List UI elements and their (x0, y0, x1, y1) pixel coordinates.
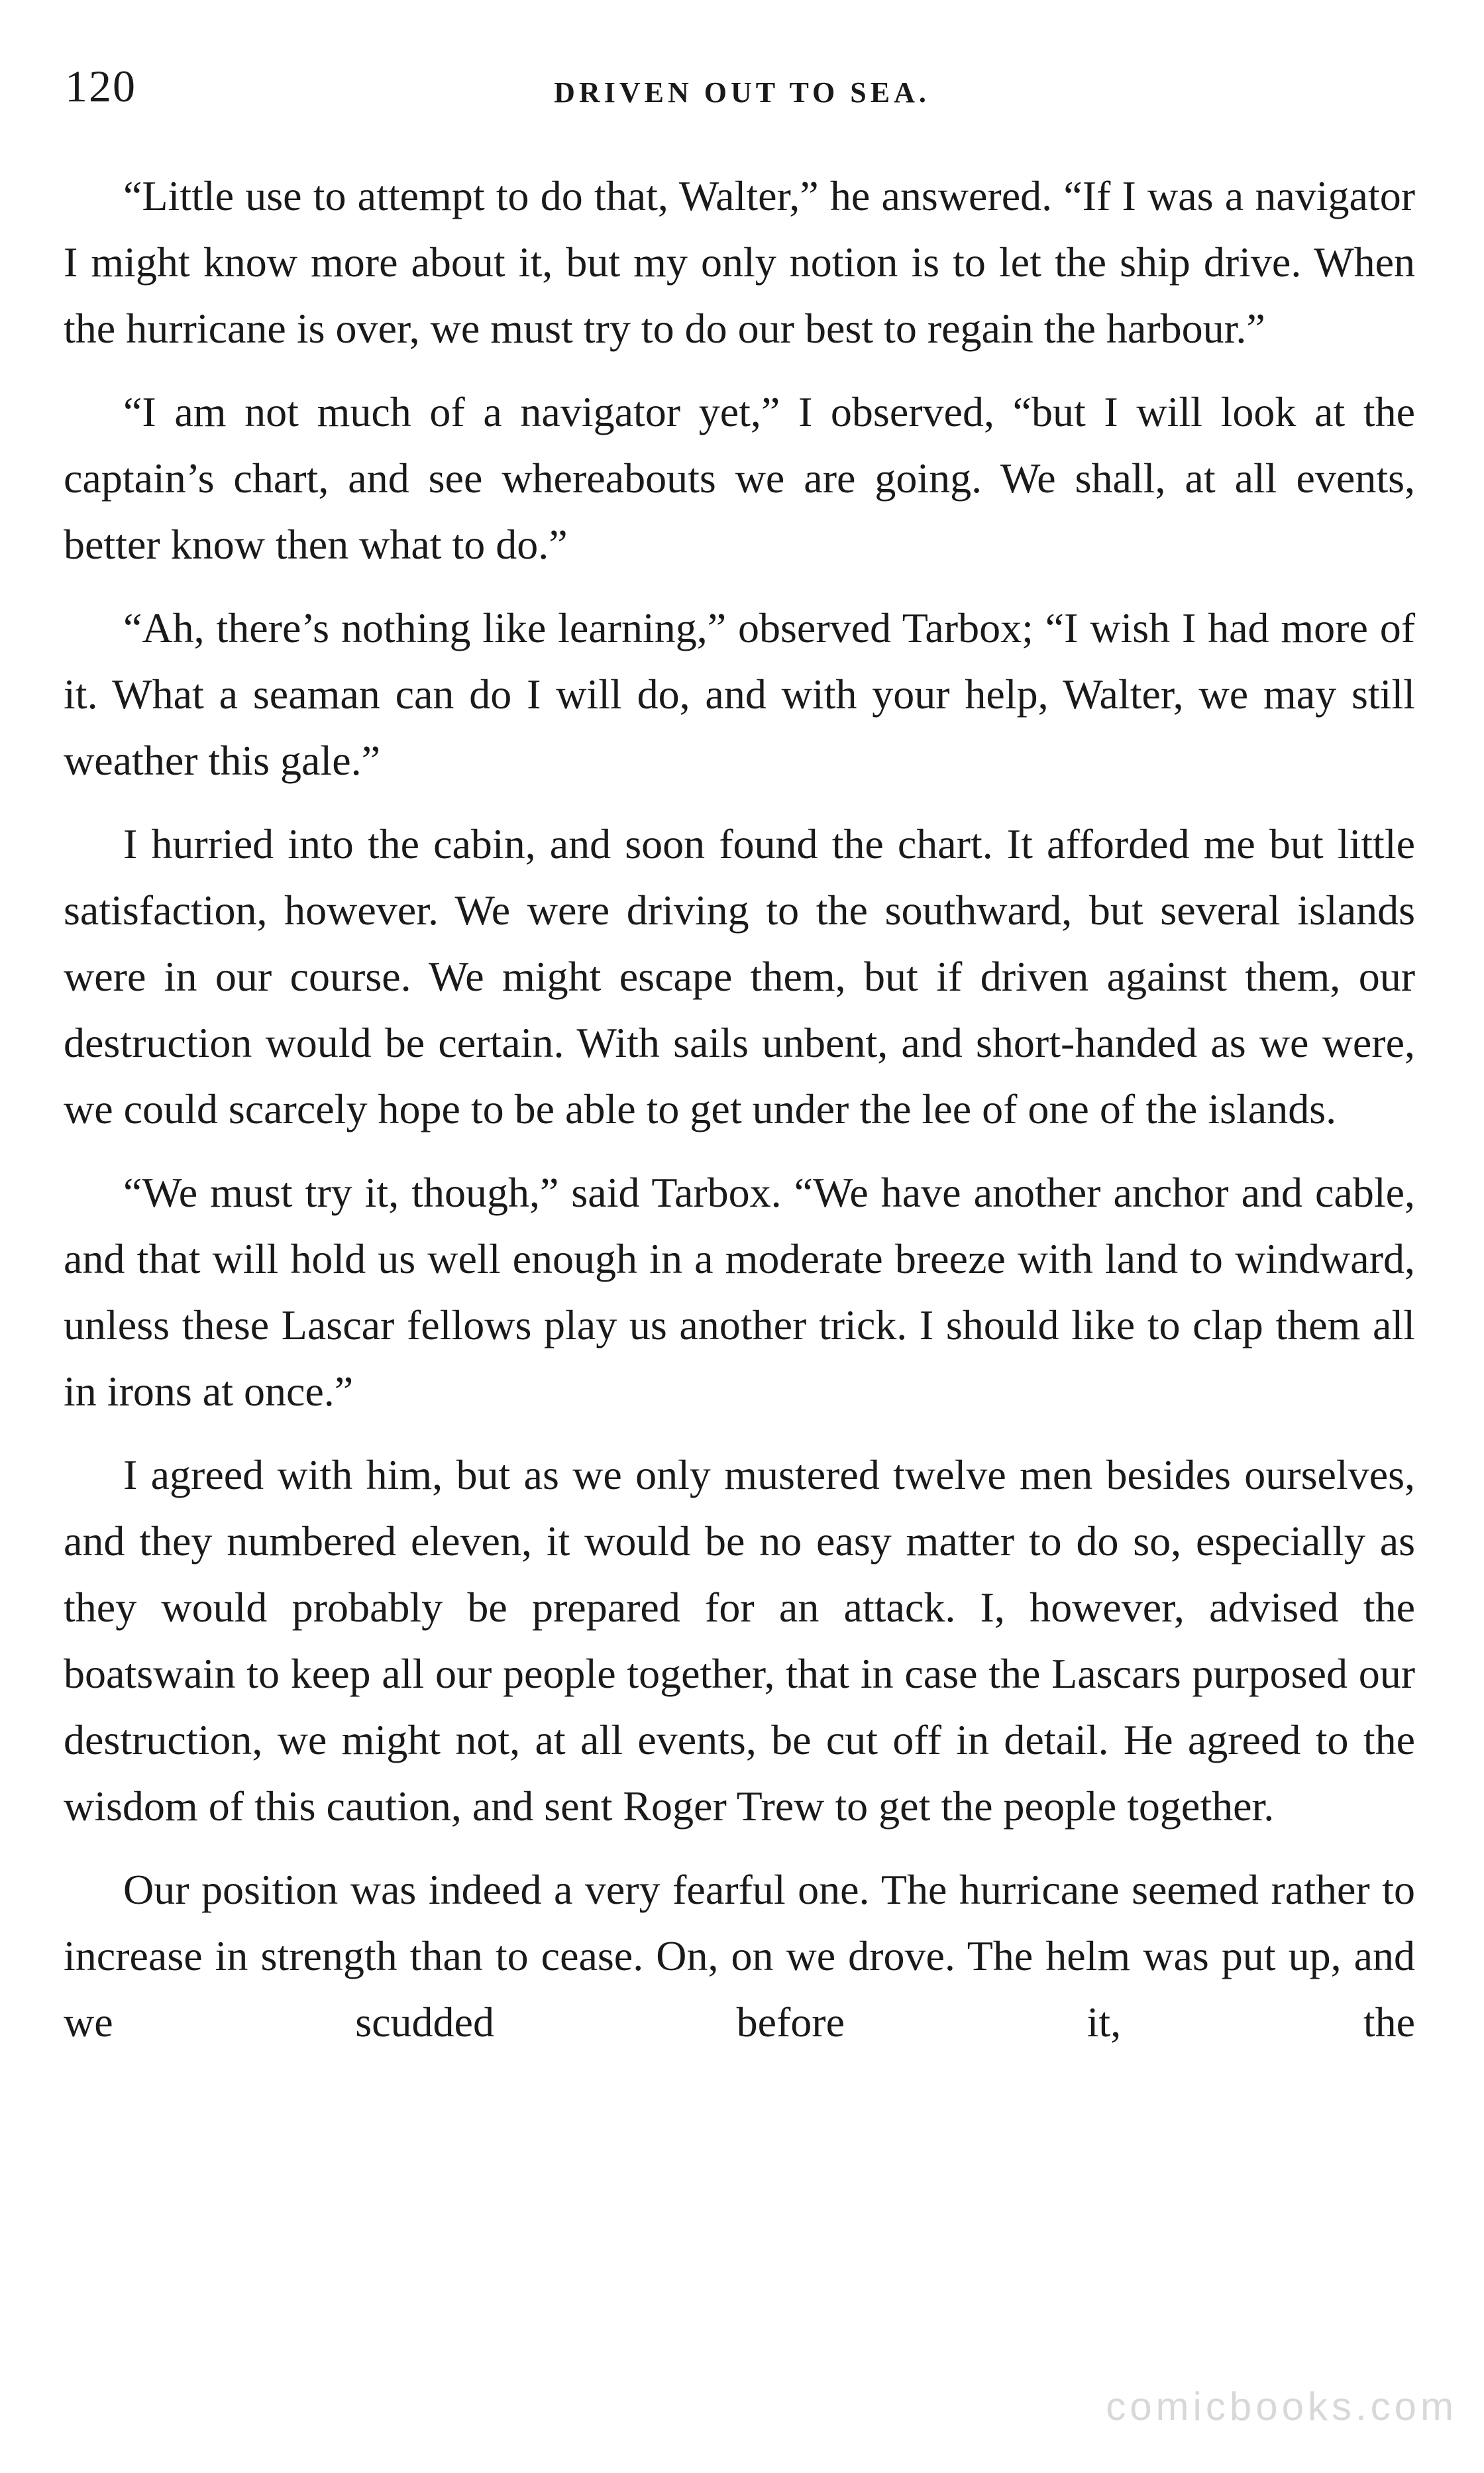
running-title: DRIVEN OUT TO SEA. (554, 76, 930, 109)
paragraph-7: Our position was indeed a very fearful one. The hurricane seemed rather to increase in strength than to cease. On, on we drove. The helm was put up, and we scudded before it, the (64, 1866, 1415, 2046)
paragraph-5: “We must try it, though,” said Tarbox. “We have another anchor and cable, and that will hold us well enough in a moderate breeze with land to windward, unless these Lascar fellows play us another trick. I should like to clap them all in irons at once.” (64, 1169, 1415, 1415)
paragraph-3: “Ah, there’s nothing like learning,” observed Tarbox; “I wish I had more of it. What a seaman can do I will do, and with your help, Walter, we may still weather this gale.” (64, 604, 1415, 784)
page-number: 120 (65, 61, 136, 111)
paragraph-2: “I am not much of a navigator yet,” I observed, “but I will look at the captain’s chart, and see whereabouts we are going. We shall, at all events, better know then what to do.” (64, 388, 1415, 568)
body-text (64, 163, 1415, 2073)
watermark: comicbooks.com (1106, 2384, 1458, 2429)
paragraph-6: I agreed with him, but as we only mustered twelve men besides ourselves, and they numbered eleven, it would be no easy matter to do so, especially as they would probably be prepared for an attack. I, however, advised the boatswain to keep all our people together, that in case the Lascars purposed our destruction, we might not, at all events, be cut off in detail. He agreed to the wisdom of this caution, and sent Roger Trew to get the people together. (64, 1451, 1415, 1830)
paragraph-4: I hurried into the cabin, and soon found the chart. It afforded me but little satisfaction, however. We were driving to the southward, but several islands were in our course. We might escape them, but if driven against them, our destruction would be certain. With sails unbent, and short-handed as we were, we could scarcely hope to be able to get under the lee of one of the islands. (64, 820, 1415, 1132)
paragraph-1: “Little use to attempt to do that, Walter,” he answered. “If I was a navigator I might know more about it, but my only notion is to let the ship drive. When the hurricane is over, we must try to do our best to regain the harbour.” (64, 172, 1415, 352)
